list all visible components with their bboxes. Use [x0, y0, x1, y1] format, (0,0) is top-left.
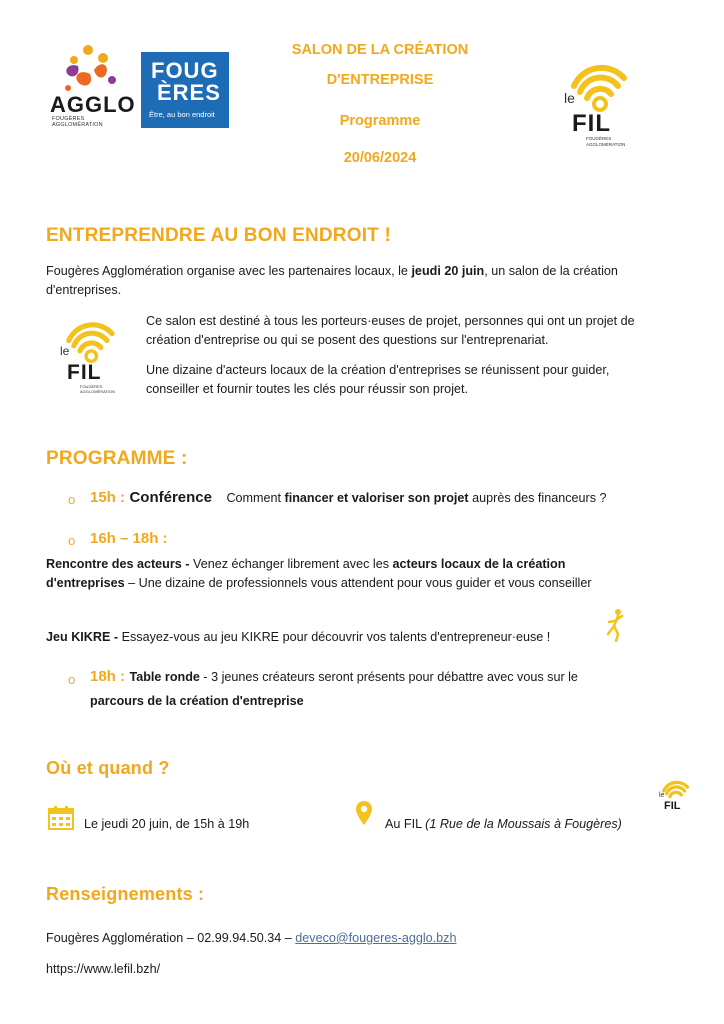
fil-logo-sub1: FOUGÈRES: [586, 136, 612, 141]
item2-jeu: [46, 628, 626, 647]
info-contact-text: Fougères Agglomération – 02.99.94.50.34 –: [46, 931, 296, 945]
intro-p2-line2: création d'entreprise ou qui se posent des questions sur l'entreprenariat.: [146, 333, 549, 347]
fougeres-logo-line2: ÈRES: [157, 80, 221, 105]
item2-jeu-bold: Jeu KIKRE -: [46, 630, 122, 644]
info-heading: Renseignements :: [46, 884, 205, 904]
item3-title: Table ronde: [129, 670, 200, 684]
item3-time: 18h :: [90, 668, 126, 685]
programme-item-3: [90, 668, 690, 686]
intro-p1-before: Fougères Agglomération organise avec les partenaires locaux, le: [46, 264, 412, 278]
item3-desc: - 3 jeunes créateurs seront présents pour débattre avec vous sur le: [199, 670, 578, 684]
item2-time: 16h – 18h :: [90, 530, 168, 547]
calendar-icon: [48, 806, 74, 830]
fil-logo-le: le: [564, 90, 575, 106]
fil-logo-fil: FIL: [664, 800, 681, 812]
item1-desc: [226, 491, 606, 505]
fougeres-logo-line1: FOUG: [151, 58, 219, 83]
agglo-logo-text: AGGLO: [50, 92, 136, 117]
intro-p3-line1: Une dizaine d'acteurs locaux de la création d'entreprises se réunissent pour guider,: [146, 363, 610, 377]
item1-desc-before: Comment: [226, 491, 285, 505]
item1-desc-after: auprès des financeurs ?: [468, 491, 607, 505]
email-link[interactable]: deveco@fougeres-agglo.bzh: [295, 931, 457, 945]
item1-time: 15h :: [90, 489, 126, 506]
location-where-italic: (1 Rue de la Moussais à Fougères): [425, 817, 622, 831]
header-date: 20/06/2024: [343, 150, 417, 166]
info-line-1: [46, 929, 456, 948]
fil-logo-location: [658, 778, 696, 822]
item2-jeu-text: Essayez-vous au jeu KIKRE pour découvrir vos talents d'entrepreneur·euse !: [121, 630, 551, 644]
intro-paragraph-2: [146, 312, 686, 350]
intro-p1-bold: jeudi 20 juin: [411, 264, 485, 278]
header-title-line1: SALON DE LA CRÉATION: [291, 42, 469, 58]
fil-logo-header: [562, 60, 642, 150]
fil-logo-sub1: FOUGÈRES: [80, 384, 103, 389]
item2-rencontre-bold2: acteurs locaux de la création: [392, 557, 566, 571]
intro-paragraph-3: [146, 361, 686, 399]
location-where-before: Au FIL: [385, 817, 426, 831]
intro-heading: ENTREPRENDRE AU BON ENDROIT !: [46, 225, 391, 246]
fil-logo-fil: FIL: [67, 361, 102, 384]
agglo-logo: [48, 44, 134, 128]
item1-title: Conférence: [129, 489, 212, 506]
programme-item-1: [90, 489, 690, 507]
item2-rencontre-line2-bold: d'entreprises: [46, 576, 125, 590]
fil-logo-sub2: AGGLOMÉRATION: [80, 389, 116, 394]
fougeres-logo-tagline: Être, au bon endroit: [149, 110, 215, 119]
intro-p2-line1: Ce salon est destiné à tous les porteurs·euses de projet, personnes qui ont un projet de: [146, 314, 635, 328]
bullet: o: [68, 672, 76, 687]
intro-p1-after: , un salon de la création: [484, 264, 618, 278]
location-when: Le jeudi 20 juin, de 15h à 19h: [84, 817, 250, 831]
map-pin-icon: [355, 800, 373, 826]
fil-logo-le: le: [659, 792, 665, 799]
item2-rencontre: [46, 555, 706, 593]
intro-p1-line2: d'entreprises.: [46, 283, 122, 297]
intro-p3-line2: conseiller et fournir toutes les clés pour réussir son projet.: [146, 382, 468, 396]
location-heading: Où et quand ?: [46, 758, 170, 778]
agglo-logo-sub: FOUGÈRES AGGLOMÉRATION: [52, 116, 103, 128]
item2-rencontre-bold: Rencontre des acteurs -: [46, 557, 193, 571]
item1-desc-bold: financer et valoriser son projet: [284, 491, 469, 505]
bullet: o: [68, 533, 76, 548]
intro-paragraph-1: [46, 262, 686, 300]
fil-logo-intro: [58, 318, 128, 396]
bullet: o: [68, 492, 76, 507]
header-title-line2: D'ENTREPRISE: [326, 72, 434, 88]
programme-heading: PROGRAMME :: [46, 448, 188, 469]
fougeres-logo: [141, 52, 229, 128]
kikre-figure-icon: [604, 608, 626, 642]
item3-desc-line2: parcours de la création d'entreprise: [90, 694, 304, 708]
location-where: [385, 815, 622, 834]
fil-logo-le: le: [60, 344, 70, 358]
item2-rencontre-line2-text: – Une dizaine de professionnels vous attendent pour vous guider et vous conseiller: [124, 576, 592, 590]
fil-logo-fil: FIL: [572, 110, 611, 137]
item2-rencontre-text: Venez échanger librement avec les: [192, 557, 393, 571]
website-text[interactable]: https://www.lefil.bzh/: [46, 962, 161, 976]
fil-logo-sub2: AGGLOMÉRATION: [586, 142, 626, 147]
header-subtitle: Programme: [339, 113, 421, 129]
